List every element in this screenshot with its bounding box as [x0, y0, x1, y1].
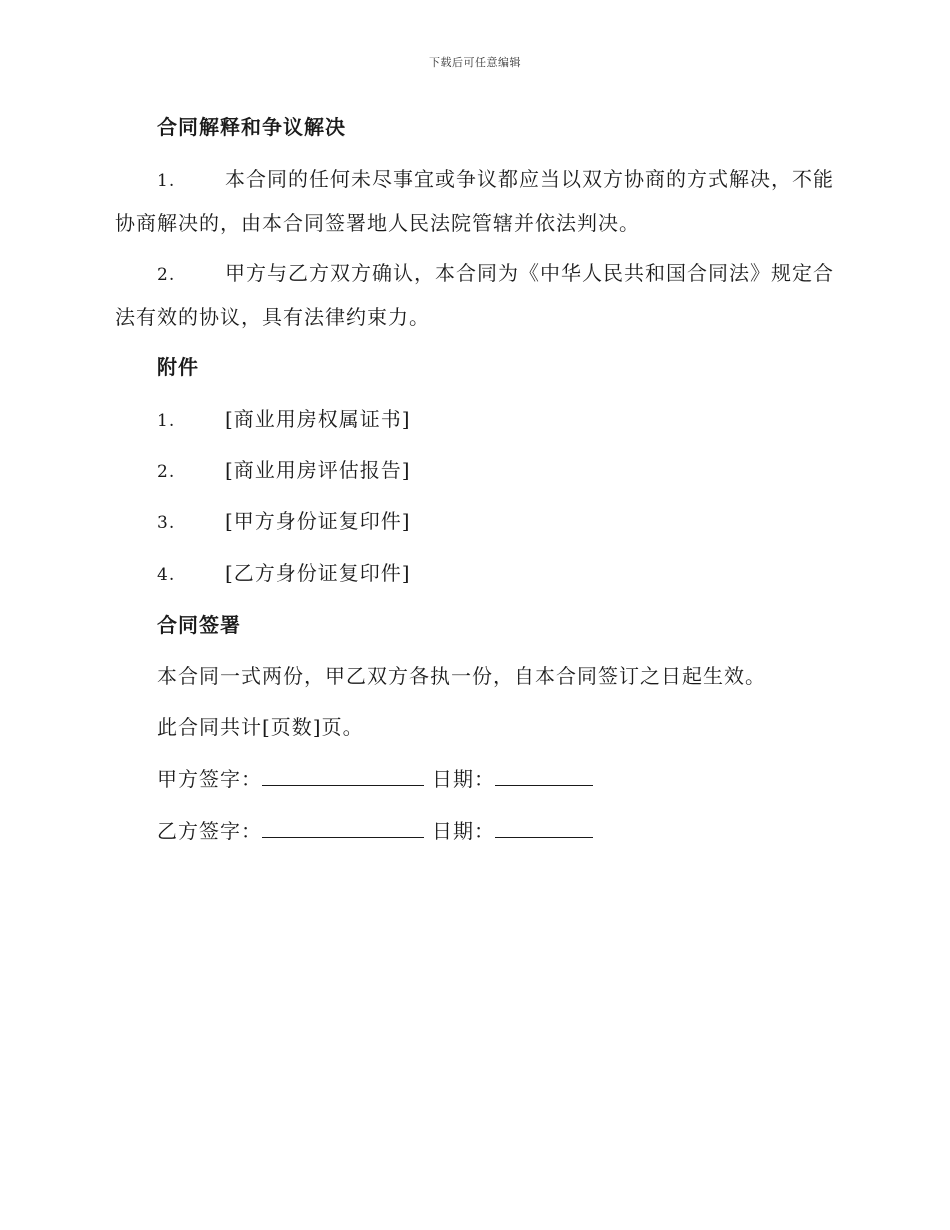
attachment-item-4 [157, 552, 877, 596]
party-a-signature-row [157, 758, 877, 800]
attachment-item-3 [157, 500, 877, 544]
section-title-signing: 合同签署 [157, 613, 241, 637]
interpretation-item-1 [115, 158, 835, 244]
party-b-date-line [495, 815, 593, 838]
item-text: [乙方身份证复印件] [225, 561, 411, 585]
party-a-date-line [495, 763, 593, 786]
item-text: 本合同的任何未尽事宜或争议都应当以双方协商的方式解决，不能协商解决的，由本合同签署地人民法院管辖并依法判决。 [115, 167, 834, 235]
item-number: 3. [157, 513, 176, 533]
party-a-date-label: 日期： [432, 767, 495, 791]
party-b-signature-row [157, 810, 877, 852]
attachment-item-1 [157, 398, 877, 442]
party-a-signature-label: 甲方签字： [157, 767, 262, 791]
section-title-interpretation: 合同解释和争议解决 [157, 115, 346, 139]
attachment-item-2 [157, 449, 877, 493]
item-text: [商业用房权属证书] [225, 407, 411, 431]
interpretation-item-2 [115, 252, 835, 338]
party-b-signature-label: 乙方签字： [157, 819, 262, 843]
header-note: 下载后可任意编辑 [429, 56, 521, 69]
item-number: 2. [157, 462, 176, 482]
item-number: 2. [157, 265, 176, 285]
page-count-paragraph: 此合同共计[页数]页。 [157, 715, 364, 739]
item-number: 1. [157, 171, 176, 191]
party-b-date-label: 日期： [432, 819, 495, 843]
item-text: 甲方与乙方双方确认，本合同为《中华人民共和国合同法》规定合法有效的协议，具有法律约束力。 [115, 261, 834, 329]
item-text: [甲方身份证复印件] [225, 509, 411, 533]
item-number: 4. [157, 565, 176, 585]
party-b-signature-line [262, 815, 424, 838]
section-title-attachments: 附件 [157, 355, 199, 379]
signing-effective-paragraph: 本合同一式两份，甲乙双方各执一份，自本合同签订之日起生效。 [157, 664, 766, 688]
item-text: [商业用房评估报告] [225, 458, 411, 482]
party-a-signature-line [262, 763, 424, 786]
item-number: 1. [157, 411, 176, 431]
